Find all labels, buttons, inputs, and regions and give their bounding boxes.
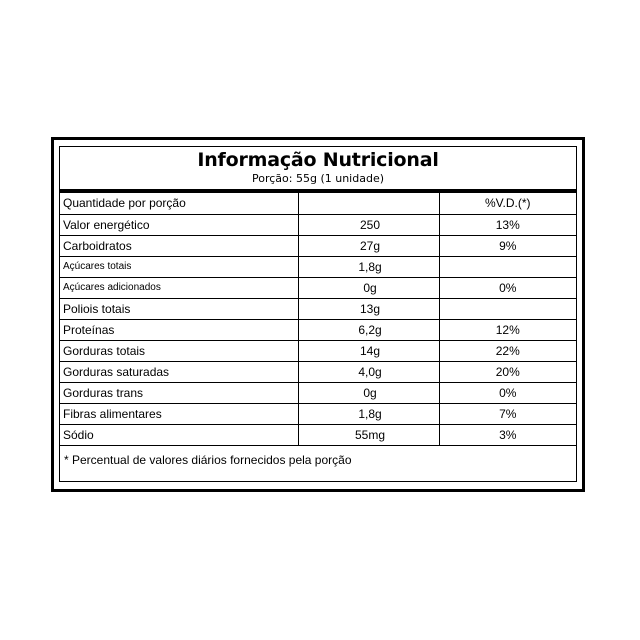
nutrient-daily-value: 0%: [439, 382, 576, 403]
nutrient-amount: 6,2g: [298, 319, 439, 340]
nutrient-name: Açúcares totais: [60, 256, 298, 277]
nutrient-amount: 4,0g: [298, 361, 439, 382]
nutrient-amount: 1,8g: [298, 256, 439, 277]
table-header-row: [60, 193, 576, 214]
table-row: [60, 382, 576, 403]
nutrient-amount: 27g: [298, 235, 439, 256]
nutrient-amount: 0g: [298, 277, 439, 298]
table-row: [60, 340, 576, 361]
nutrient-amount: 1,8g: [298, 403, 439, 424]
table-row: [60, 403, 576, 424]
nutrient-daily-value: [439, 298, 576, 319]
nutrient-amount: 250: [298, 214, 439, 235]
header-amount: [298, 193, 439, 214]
nutrient-daily-value: 7%: [439, 403, 576, 424]
daily-value-footnote: * Percentual de valores diários fornecidos pela porção: [64, 452, 352, 467]
nutrient-amount: 14g: [298, 340, 439, 361]
serving-size: Porção: 55g (1 unidade): [252, 172, 384, 185]
header-daily-value: %V.D.(*): [439, 193, 576, 214]
table-row: [60, 298, 576, 319]
nutrient-amount: 55mg: [298, 424, 439, 445]
table-row: [60, 361, 576, 382]
nutrient-daily-value: [439, 256, 576, 277]
nutrient-name: Gorduras saturadas: [60, 361, 298, 382]
nutrient-name: Gorduras totais: [60, 340, 298, 361]
table-row: [60, 214, 576, 235]
nutrient-name: Sódio: [60, 424, 298, 445]
nutrient-name: Fibras alimentares: [60, 403, 298, 424]
nutrient-daily-value: 0%: [439, 277, 576, 298]
table-row: [60, 256, 576, 277]
table-row: [60, 424, 576, 445]
header-quantity-per-serving: Quantidade por porção: [60, 193, 298, 214]
nutrient-name: Carboidratos: [60, 235, 298, 256]
nutrition-table: [60, 193, 576, 446]
nutrient-name: Valor energético: [60, 214, 298, 235]
nutrient-daily-value: 12%: [439, 319, 576, 340]
nutrient-name: Açúcares adicionados: [60, 277, 298, 298]
nutrient-amount: 13g: [298, 298, 439, 319]
nutrient-daily-value: 20%: [439, 361, 576, 382]
table-row: [60, 277, 576, 298]
nutrient-daily-value: 13%: [439, 214, 576, 235]
nutrition-header: [60, 147, 576, 193]
nutrition-facts-panel: [51, 137, 585, 492]
nutrient-amount: 0g: [298, 382, 439, 403]
nutrient-name: Proteínas: [60, 319, 298, 340]
nutrition-facts-inner-frame: [59, 146, 577, 482]
nutrient-name: Poliois totais: [60, 298, 298, 319]
nutrient-daily-value: 9%: [439, 235, 576, 256]
nutrient-name: Gorduras trans: [60, 382, 298, 403]
nutrient-daily-value: 3%: [439, 424, 576, 445]
nutrient-daily-value: 22%: [439, 340, 576, 361]
nutrition-title: Informação Nutricional: [197, 149, 439, 171]
table-row: [60, 319, 576, 340]
table-row: [60, 235, 576, 256]
